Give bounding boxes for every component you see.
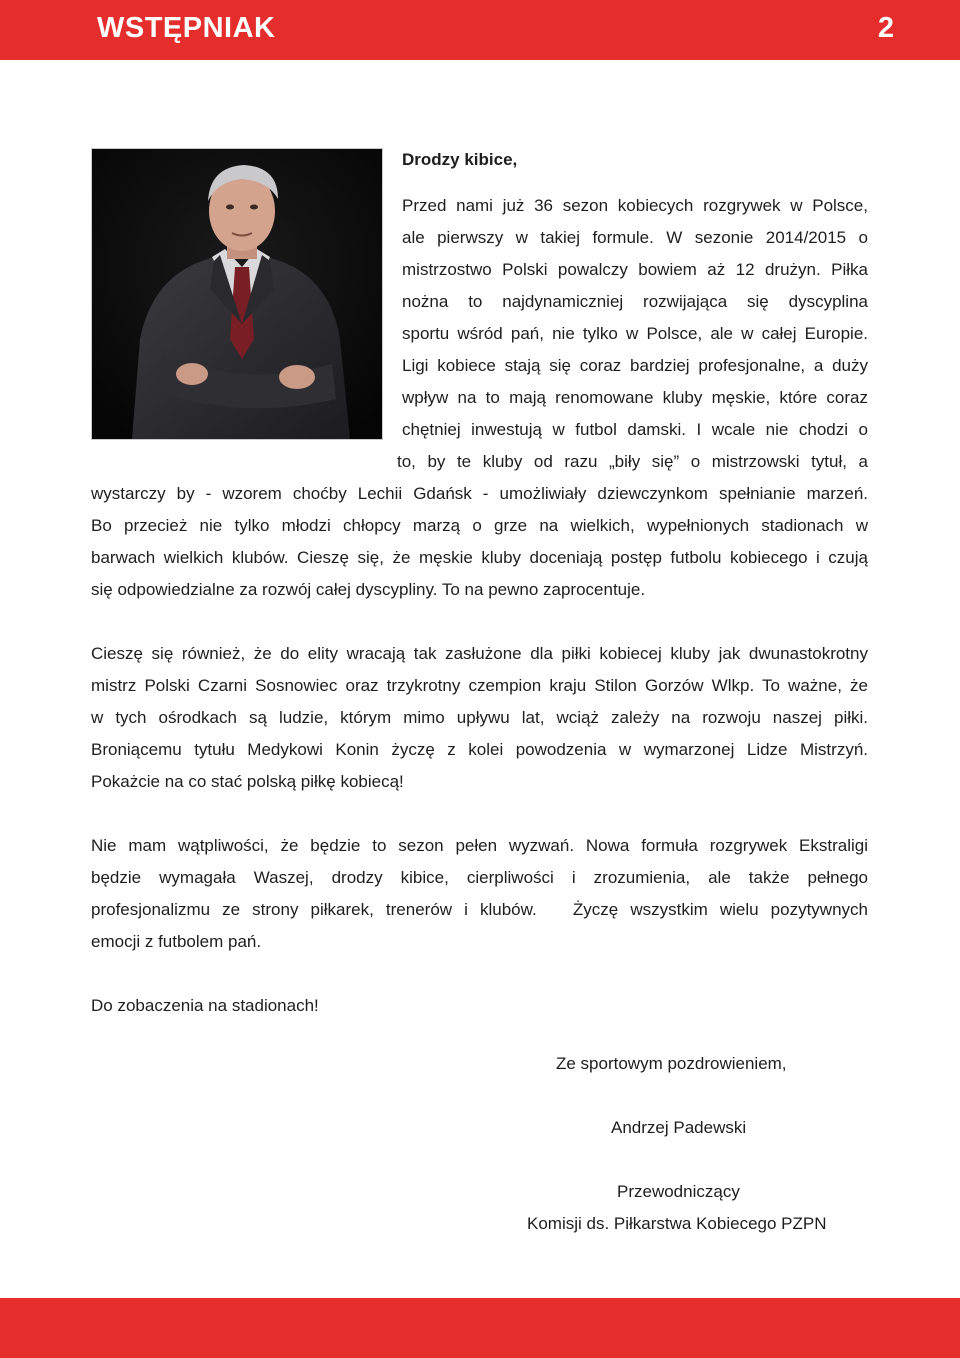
paragraph-line: Bo przecież nie tylko młodzi chłopcy marzą o grze na wielkich, wypełnionych stadionach w [91, 516, 868, 535]
paragraph-line: wystarczy by - wzorem choćby Lechii Gdańsk - umożliwiały dziewczynkom spełnianie marzeń. [91, 484, 868, 503]
paragraph-line: Ligi kobiece stają się coraz bardziej profesjonalne, a duży [402, 356, 868, 375]
footer-bar [0, 1298, 960, 1358]
paragraph-line: nożna to najdynamiczniej rozwijająca się dyscyplina [402, 292, 868, 311]
portrait-icon [92, 149, 382, 439]
paragraph-line: mistrz Polski Czarni Sosnowiec oraz trzykrotny czempion kraju Stilon Gorzów Wlkp. To ważne, że [91, 676, 868, 695]
author-title: Przewodniczący [617, 1182, 740, 1201]
paragraph-line: Nie mam wątpliwości, że będzie to sezon pełen wyzwań. Nowa formuła rozgrywek Ekstraligi [91, 836, 868, 855]
paragraph-line: sportu wśród pań, nie tylko w Polsce, ale w całej Europie. [402, 324, 868, 343]
closing-line: Do zobaczenia na stadionach! [91, 996, 319, 1015]
portrait-photo [91, 148, 383, 440]
paragraph-line: to, by te kluby od razu „biły się” o mistrzowski tytuł, a [397, 452, 868, 471]
paragraph-line: mistrzostwo Polski powalczy bowiem aż 12 drużyn. Piłka [402, 260, 868, 279]
paragraph-line: się odpowiedzialne za rozwój całej dyscypliny. To na pewno zaprocentuje. [91, 580, 646, 599]
paragraph-line: profesjonalizmu ze strony piłkarek, trenerów i klubów. Życzę wszystkim wielu pozytywnych [91, 900, 868, 919]
greeting: Drodzy kibice, [402, 150, 518, 169]
paragraph-line: w tych ośrodkach są ludzie, którym mimo upływu lat, wciąż zależy na rozwoju naszej piłki. [91, 708, 868, 727]
paragraph-line: ale pierwszy w takiej formule. W sezonie 2014/2015 o [402, 228, 868, 247]
paragraph-line: emocji z futbolem pań. [91, 932, 262, 951]
author-name: Andrzej Padewski [611, 1118, 747, 1137]
paragraph-line: chętniej inwestują w futbol damski. I wcale nie chodzi o [402, 420, 868, 439]
section-title: WSTĘPNIAK [97, 12, 276, 44]
page-header [0, 0, 960, 60]
page-number: 2 [877, 12, 894, 44]
paragraph-line: Cieszę się również, że do elity wracają tak zasłużone dla piłki kobiecej kluby jak dwunastokrotny [91, 644, 868, 663]
paragraph-line: Broniącemu tytułu Medykowi Konin życzę z kolei powodzenia w wymarzonej Lidze Mistrzyń. [91, 740, 868, 759]
paragraph-line: barwach wielkich klubów. Cieszę się, że męskie kluby doceniają postęp futbolu kobiecego i czują [91, 548, 868, 567]
author-organization: Komisji ds. Piłkarstwa Kobiecego PZPN [527, 1214, 827, 1233]
paragraph-line: wpływ na to mają renomowane kluby męskie, które coraz [402, 388, 868, 407]
signoff: Ze sportowym pozdrowieniem, [556, 1054, 787, 1073]
paragraph-line: będzie wymagała Waszej, drodzy kibice, cierpliwości i zrozumienia, ale także pełnego [91, 868, 868, 887]
paragraph-line: Pokażcie na co stać polską piłkę kobiecą! [91, 772, 404, 791]
paragraph-line: Przed nami już 36 sezon kobiecych rozgrywek w Polsce, [402, 196, 868, 215]
